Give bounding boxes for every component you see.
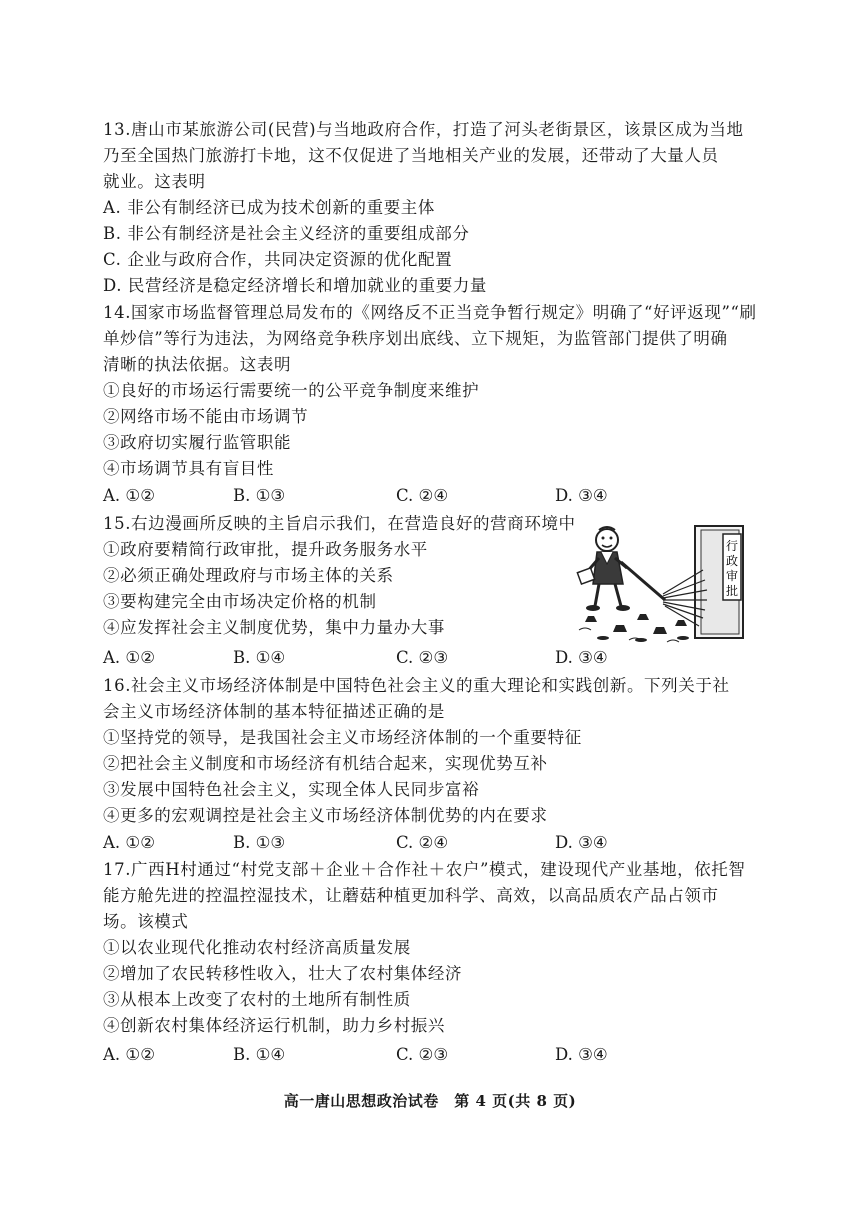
q15-choice-c: C. ②③ <box>396 648 449 667</box>
q14-stem-line-1: 14.国家市场监督管理总局发布的《网络反不正当竞争暂行规定》明确了“好评返现”“刷 <box>103 303 757 322</box>
q14-choice-d: D. ③④ <box>555 486 608 505</box>
page-footer: 高一唐山思想政治试卷 第 4 页(共 8 页) <box>283 1092 577 1110</box>
q17-choice-c: C. ②③ <box>396 1045 449 1064</box>
q16-stem-line-2: 会主义市场经济体制的基本特征描述正确的是 <box>103 702 445 721</box>
q15-choice-d: D. ③④ <box>555 648 608 667</box>
q14-item-2: ②网络市场不能由市场调节 <box>103 407 309 426</box>
q13-option-a: A. 非公有制经济已成为技术创新的重要主体 <box>103 198 436 217</box>
q17-stem-line-2: 能方舱先进的控温控湿技术，让蘑菇种植更加科学、高效，以高品质农产品占领市 <box>103 886 719 905</box>
q14-item-1: ①良好的市场运行需要统一的公平竞争制度来维护 <box>103 381 480 400</box>
q16-stem-line-1: 16.社会主义市场经济体制是中国特色社会主义的重大理论和实践创新。下列关于社 <box>103 676 730 695</box>
q16-choice-c: C. ②④ <box>396 833 449 852</box>
q16-choice-b: B. ①③ <box>233 833 286 852</box>
q17-stem-line-1: 17.广西H村通过“村党支部＋企业＋合作社＋农户”模式，建设现代产业基地，依托智 <box>103 860 746 879</box>
cartoon-sign-char-1: 行政审批 <box>725 539 739 598</box>
q17-choice-b: B. ①④ <box>233 1045 286 1064</box>
q16-choice-d: D. ③④ <box>555 833 608 852</box>
q14-item-4: ④市场调节具有盲目性 <box>103 459 274 478</box>
q14-choice-b: B. ①③ <box>233 486 286 505</box>
q16-choice-a: A. ①② <box>103 833 155 852</box>
q15-item-2: ②必须正确处理政府与市场主体的关系 <box>103 566 394 585</box>
q13-stem-line-3: 就业。这表明 <box>103 172 206 191</box>
q17-item-2: ②增加了农民转移性收入，壮大了农村集体经济 <box>103 964 463 983</box>
q17-item-1: ①以农业现代化推动农村经济高质量发展 <box>103 938 411 957</box>
q17-item-4: ④创新农村集体经济运行机制，助力乡村振兴 <box>103 1016 445 1035</box>
q14-stem-line-3: 清晰的执法依据。这表明 <box>103 355 292 374</box>
q16-item-4: ④更多的宏观调控是社会主义市场经济体制优势的内在要求 <box>103 806 548 825</box>
q13-option-b: B. 非公有制经济是社会主义经济的重要组成部分 <box>103 224 470 243</box>
q13-option-d: D. 民营经济是稳定经济增长和增加就业的重要力量 <box>103 276 488 295</box>
q15-cartoon-illustration <box>575 522 747 644</box>
q13-stem-line-2: 乃至全国热门旅游打卡地，这不仅促进了当地相关产业的发展，还带动了大量人员 <box>103 146 719 165</box>
q14-stem-line-2: 单炒信”等行为违法，为网络竞争秩序划出底线、立下规矩，为监管部门提供了明确 <box>103 329 728 348</box>
q16-item-1: ①坚持党的领导，是我国社会主义市场经济体制的一个重要特征 <box>103 728 582 747</box>
q15-choice-b: B. ①④ <box>233 648 286 667</box>
q17-stem-line-3: 场。该模式 <box>103 912 189 931</box>
q16-item-3: ③发展中国特色社会主义，实现全体人民同步富裕 <box>103 780 480 799</box>
q15-stem-line-1: 15.右边漫画所反映的主旨启示我们，在营造良好的营商环境中 <box>103 514 576 533</box>
cartoon-drawing <box>575 522 747 644</box>
q17-item-3: ③从根本上改变了农村的土地所有制性质 <box>103 990 411 1009</box>
q14-choice-a: A. ①② <box>103 486 155 505</box>
q14-item-3: ③政府切实履行监管职能 <box>103 433 292 452</box>
q15-choice-a: A. ①② <box>103 648 155 667</box>
q15-item-1: ①政府要精简行政审批，提升政务服务水平 <box>103 540 428 559</box>
q17-choice-a: A. ①② <box>103 1045 155 1064</box>
q13-option-c: C. 企业与政府合作，共同决定资源的优化配置 <box>103 250 453 269</box>
q13-stem-line-1: 13.唐山市某旅游公司(民营)与当地政府合作，打造了河头老街景区，该景区成为当地 <box>103 120 744 139</box>
q14-choice-c: C. ②④ <box>396 486 449 505</box>
q15-item-3: ③要构建完全由市场决定价格的机制 <box>103 592 377 611</box>
q17-choice-d: D. ③④ <box>555 1045 608 1064</box>
q16-item-2: ②把社会主义制度和市场经济有机结合起来，实现优势互补 <box>103 754 548 773</box>
q15-item-4: ④应发挥社会主义制度优势，集中力量办大事 <box>103 618 445 637</box>
